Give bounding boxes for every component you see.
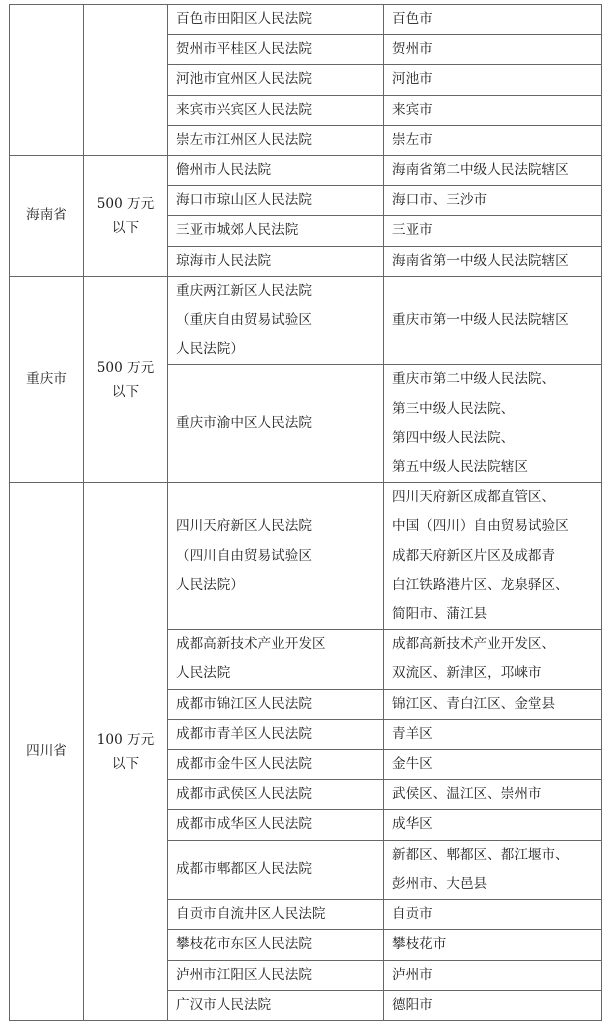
jurisdiction-cell-line: 重庆市第二中级人民法院、 <box>392 371 556 388</box>
province-cell <box>10 5 84 156</box>
court-name-cell <box>168 719 384 749</box>
jurisdiction-cell-line: 四川天府新区成都直管区、 <box>392 489 556 506</box>
court-name-cell-line: 自贡市自流井区人民法院 <box>176 906 326 923</box>
court-name-cell-line: 儋州市人民法院 <box>176 162 272 179</box>
jurisdiction-cell-line: 重庆市第一中级人民法院辖区 <box>392 312 569 329</box>
court-name-cell-line: 广汉市人民法院 <box>176 996 272 1013</box>
jurisdiction-cell-line: 彭州市、大邑县 <box>392 875 488 892</box>
jurisdiction-cell-line: 武侯区、温江区、崇州市 <box>392 786 542 803</box>
court-name-cell-line: 成都高新技术产业开发区 <box>176 636 326 653</box>
court-name-cell <box>168 5 384 35</box>
table-row <box>10 483 602 630</box>
amount-line: 以下 <box>111 219 140 236</box>
jurisdiction-cell-line: 泸州市 <box>392 966 433 983</box>
jurisdiction-cell <box>384 960 602 990</box>
court-name-cell <box>168 750 384 780</box>
jurisdiction-cell-line: 攀枝花市 <box>392 936 447 953</box>
jurisdiction-cell-line: 崇左市 <box>392 131 433 148</box>
jurisdiction-cell-line: 新都区、郫都区、都江堰市、 <box>392 846 569 863</box>
court-name-cell-line: 人民法院） <box>176 341 244 358</box>
jurisdiction-cell-line: 第四中级人民法院、 <box>392 429 515 446</box>
amount-line: 以下 <box>111 755 140 772</box>
court-name-cell-line: 攀枝花市东区人民法院 <box>176 936 312 953</box>
court-name-cell-line: 泸州市江阳区人民法院 <box>176 966 312 983</box>
jurisdiction-cell-line: 来宾市 <box>392 101 433 118</box>
jurisdiction-cell <box>384 216 602 246</box>
amount-cell <box>84 483 168 1021</box>
court-name-cell-line: 百色市田阳区人民法院 <box>176 11 312 27</box>
court-name-cell <box>168 900 384 930</box>
court-name-cell-line: 人民法院） <box>176 576 244 593</box>
court-name-cell <box>168 689 384 719</box>
court-name-cell <box>168 365 384 483</box>
amount-line: 以下 <box>111 383 140 400</box>
amount-cell <box>84 276 168 482</box>
jurisdiction-cell-line: 锦江区、青白江区、金堂县 <box>392 695 556 712</box>
court-name-cell <box>168 125 384 155</box>
jurisdiction-cell-line: 成华区 <box>392 816 433 833</box>
court-name-cell <box>168 780 384 810</box>
jurisdiction-cell-line: 海口市、三沙市 <box>392 192 488 209</box>
court-name-cell <box>168 95 384 125</box>
jurisdiction-cell-line: 第五中级人民法院辖区 <box>392 459 528 476</box>
jurisdiction-cell <box>384 930 602 960</box>
amount-line: 100 万元 <box>96 731 155 748</box>
jurisdiction-cell <box>384 365 602 483</box>
jurisdiction-cell-line: 成都高新技术产业开发区、 <box>392 636 556 653</box>
jurisdiction-cell <box>384 750 602 780</box>
province-cell: 重庆市 <box>10 276 84 482</box>
court-name-cell <box>168 483 384 630</box>
jurisdiction-cell-line: 双流区、新津区，邛崃市 <box>392 665 542 682</box>
jurisdiction-cell-line: 自贡市 <box>392 906 433 923</box>
court-name-cell <box>168 630 384 689</box>
court-name-cell <box>168 990 384 1020</box>
jurisdiction-cell <box>384 483 602 630</box>
jurisdiction-cell-line: 第三中级人民法院、 <box>392 400 515 417</box>
jurisdiction-cell-line: 简阳市、蒲江县 <box>392 606 488 623</box>
jurisdiction-cell-line: 百色市 <box>392 11 433 27</box>
jurisdiction-cell <box>384 5 602 35</box>
court-name-cell-line: （四川自由贸易试验区 <box>176 547 312 564</box>
jurisdiction-cell-line: 中国（四川）自由贸易试验区 <box>392 518 569 535</box>
court-name-cell-line: 成都市锦江区人民法院 <box>176 695 312 712</box>
court-name-cell-line: 来宾市兴宾区人民法院 <box>176 101 312 118</box>
court-name-cell-line: 成都市金牛区人民法院 <box>176 756 312 773</box>
court-name-cell-line: 海口市琼山区人民法院 <box>176 192 312 209</box>
jurisdiction-cell-line: 三亚市 <box>392 222 433 239</box>
court-name-cell <box>168 186 384 216</box>
court-name-cell-line: （重庆自由贸易试验区 <box>176 312 312 329</box>
province-cell: 海南省 <box>10 156 84 277</box>
jurisdiction-cell-line: 贺州市 <box>392 41 433 58</box>
jurisdiction-cell <box>384 689 602 719</box>
jurisdiction-cell-line: 河池市 <box>392 71 433 88</box>
court-name-cell <box>168 960 384 990</box>
jurisdiction-cell <box>384 156 602 186</box>
court-name-cell <box>168 246 384 276</box>
jurisdiction-cell-line: 德阳市 <box>392 996 433 1013</box>
court-name-cell <box>168 810 384 840</box>
amount-line: 500 万元 <box>96 359 155 376</box>
court-name-cell <box>168 840 384 899</box>
jurisdiction-cell <box>384 186 602 216</box>
table-row <box>10 5 602 35</box>
court-name-cell-line: 重庆市渝中区人民法院 <box>176 415 312 432</box>
table-row <box>10 156 602 186</box>
jurisdiction-cell <box>384 246 602 276</box>
jurisdiction-cell-line: 成都天府新区片区及成都青 <box>392 547 556 564</box>
court-name-cell-line: 三亚市城郊人民法院 <box>176 222 299 239</box>
court-name-cell <box>168 65 384 95</box>
court-name-cell-line: 成都市成华区人民法院 <box>176 816 312 833</box>
jurisdiction-cell-line: 金牛区 <box>392 756 433 773</box>
court-name-cell-line: 成都市青羊区人民法院 <box>176 725 312 742</box>
jurisdiction-cell-line: 青羊区 <box>392 725 433 742</box>
court-name-cell <box>168 276 384 365</box>
jurisdiction-cell <box>384 35 602 65</box>
amount-cell <box>84 5 168 156</box>
court-name-cell-line: 重庆两江新区人民法院 <box>176 282 312 299</box>
jurisdiction-cell-line: 海南省第二中级人民法院辖区 <box>392 162 569 179</box>
amount-line: 500 万元 <box>96 195 155 212</box>
court-name-cell <box>168 216 384 246</box>
jurisdiction-cell <box>384 65 602 95</box>
court-name-cell-line: 河池市宜州区人民法院 <box>176 71 312 88</box>
jurisdiction-cell <box>384 810 602 840</box>
court-name-cell-line: 崇左市江州区人民法院 <box>176 131 312 148</box>
jurisdiction-cell <box>384 125 602 155</box>
court-name-cell <box>168 35 384 65</box>
table-row <box>10 276 602 365</box>
jurisdiction-cell <box>384 900 602 930</box>
court-name-cell-line: 贺州市平桂区人民法院 <box>176 41 312 58</box>
court-jurisdiction-table <box>9 4 602 1021</box>
jurisdiction-cell <box>384 780 602 810</box>
amount-cell <box>84 156 168 277</box>
court-name-cell-line: 人民法院 <box>176 665 231 682</box>
jurisdiction-cell <box>384 719 602 749</box>
jurisdiction-cell <box>384 276 602 365</box>
court-name-cell <box>168 156 384 186</box>
jurisdiction-cell <box>384 840 602 899</box>
court-name-cell-line: 成都市郫都区人民法院 <box>176 861 312 878</box>
jurisdiction-cell-line: 海南省第一中级人民法院辖区 <box>392 252 569 269</box>
jurisdiction-cell <box>384 990 602 1020</box>
province-cell: 四川省 <box>10 483 84 1021</box>
court-name-cell-line: 四川天府新区人民法院 <box>176 518 312 535</box>
jurisdiction-cell <box>384 95 602 125</box>
court-name-cell-line: 成都市武侯区人民法院 <box>176 786 312 803</box>
jurisdiction-cell-line: 白江铁路港片区、龙泉驿区、 <box>392 576 569 593</box>
jurisdiction-cell <box>384 630 602 689</box>
court-name-cell <box>168 930 384 960</box>
court-name-cell-line: 琼海市人民法院 <box>176 252 272 269</box>
